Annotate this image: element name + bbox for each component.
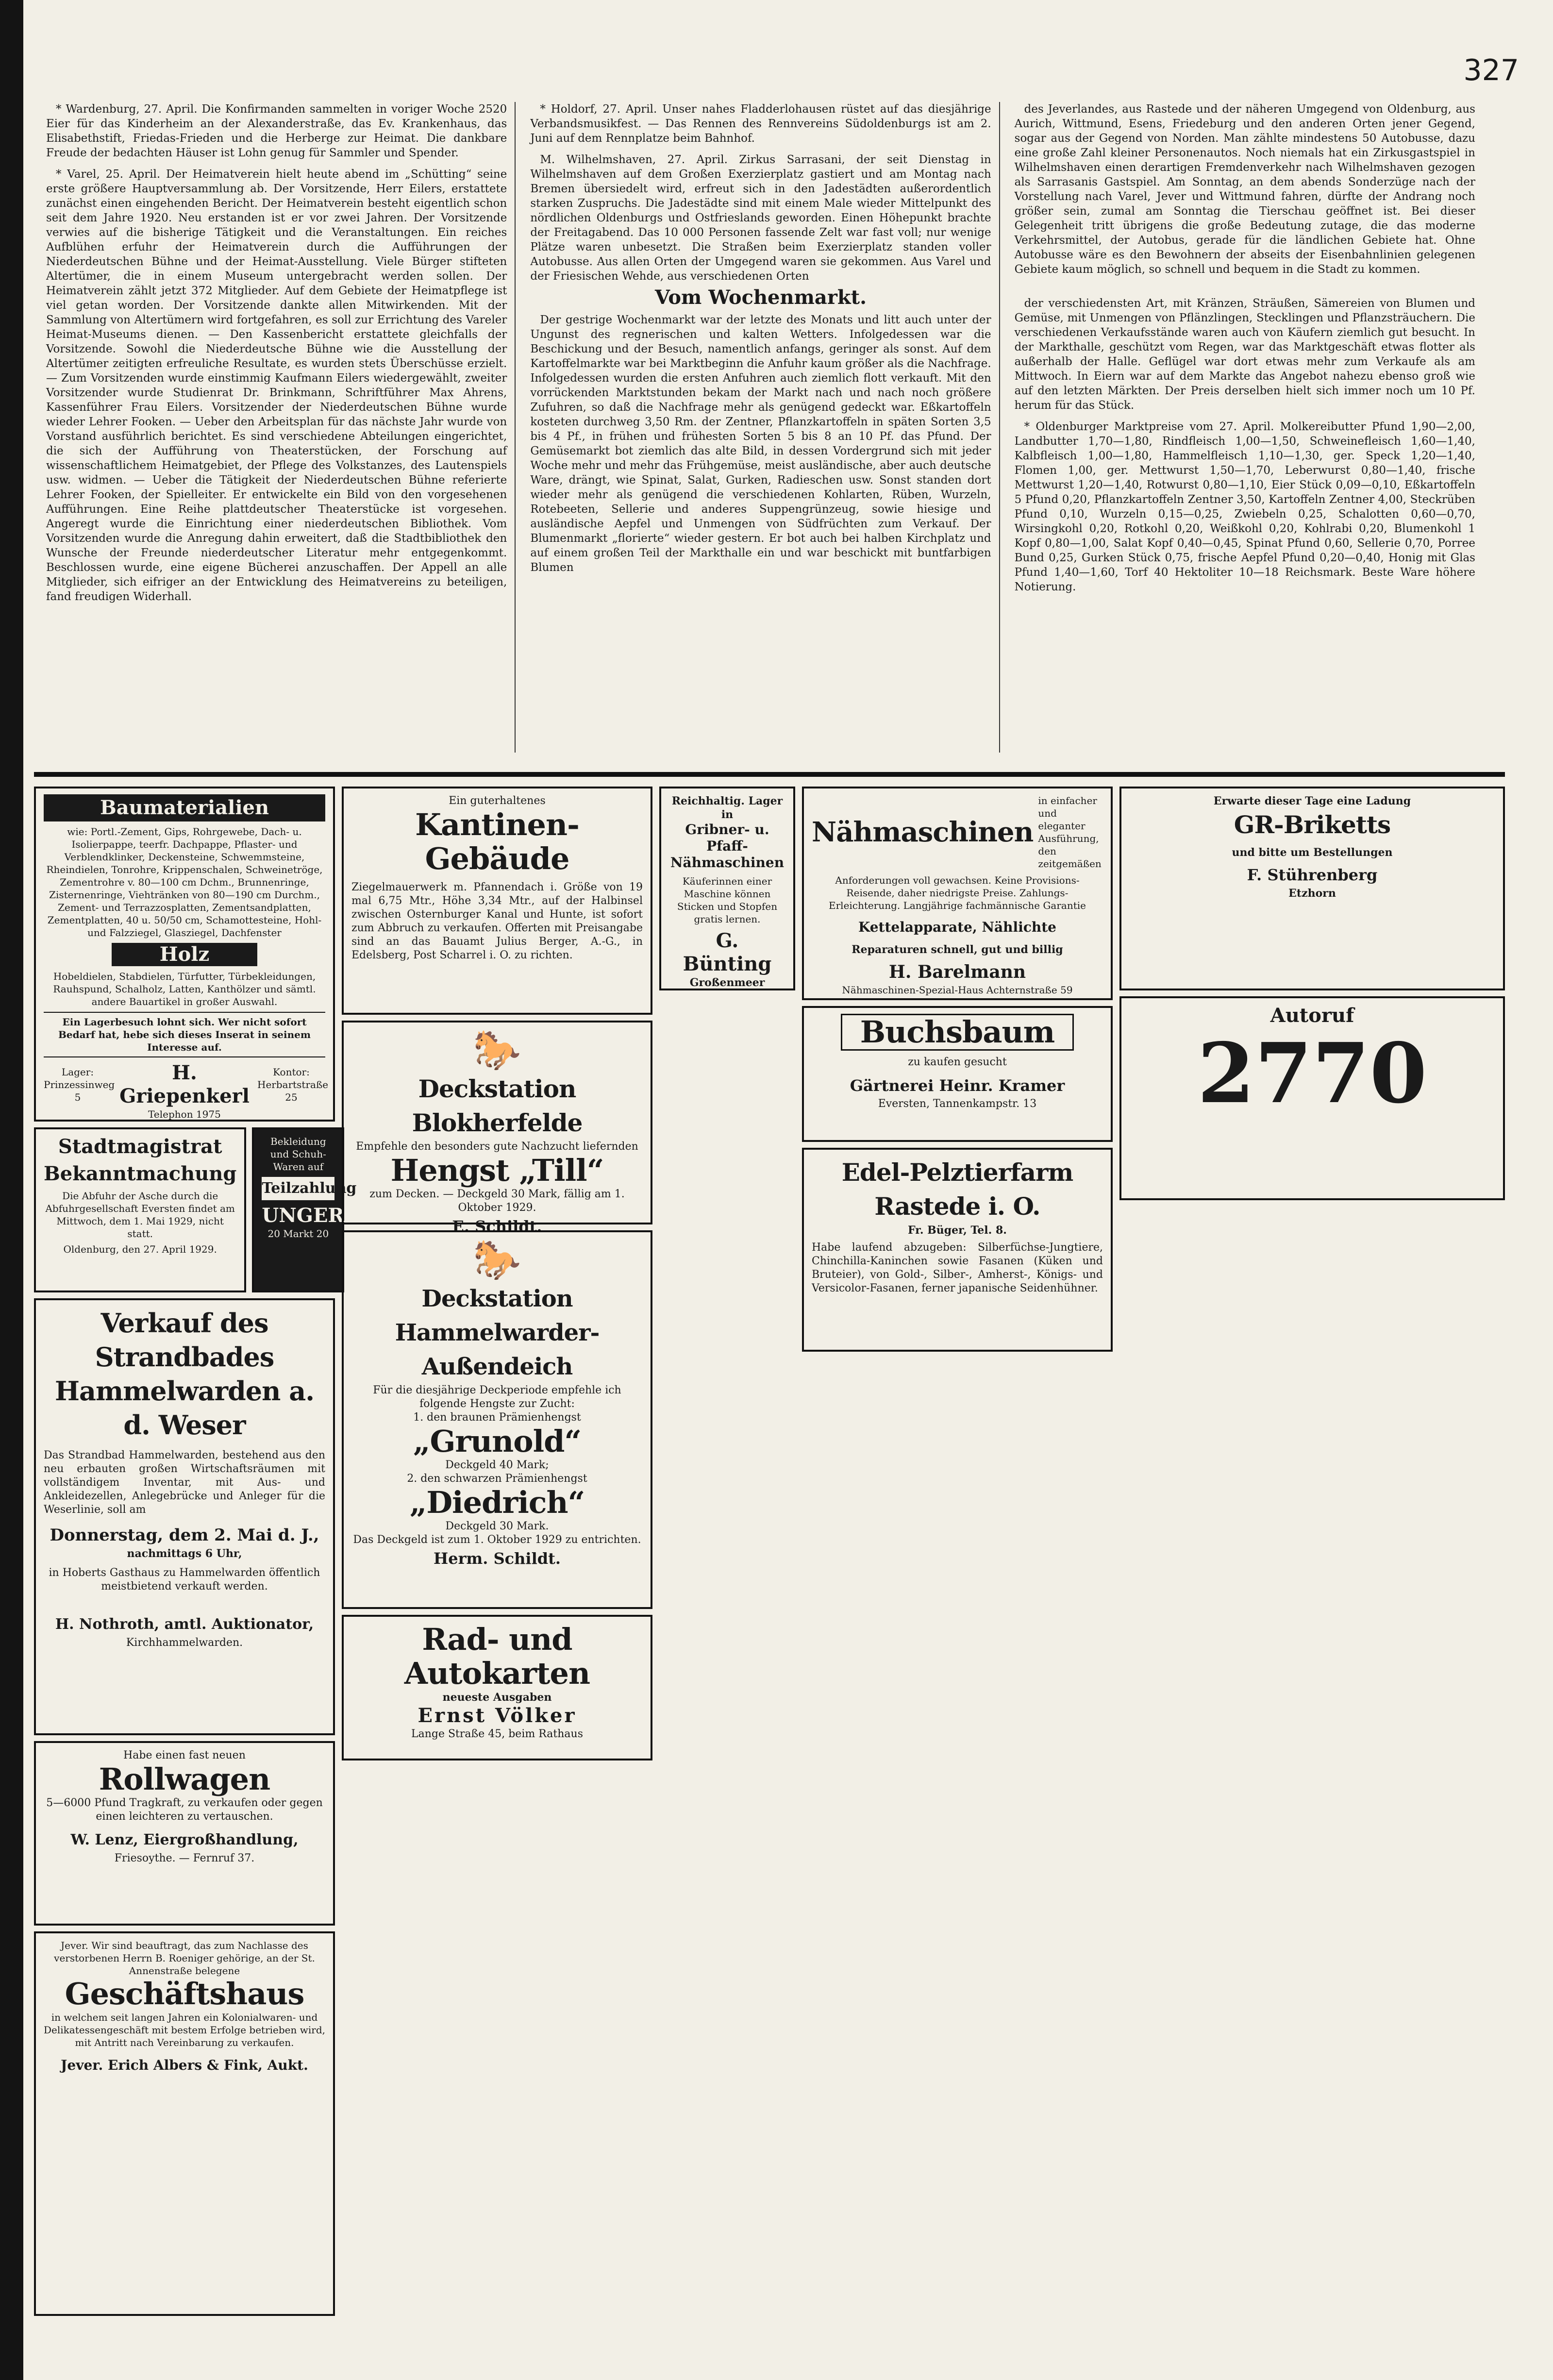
ad-row [34,1127,357,1292]
ad-l1: Bekleidung und Schuh-Waren auf [270,1136,326,1173]
ad-deckstation-hammelwarder [342,1230,652,1609]
ad-firm: F. Stührenberg [1247,866,1378,884]
ad-buchsbaum [802,1006,1113,1142]
news-column-2 [530,102,1000,753]
ad-firm: Herm. Schildt. [433,1549,561,1568]
ad-l3: UNGER [262,1204,344,1227]
ad-column-1 [34,787,357,2316]
article-wilhelmshaven-cont: des Jeverlandes, aus Rastede und der näheren Umgegend von Oldenburg, aus Aurich, Wittmund, Esens, Friedeburg und den anderen Orten jener Gegend, sogar aus der Gegend von Norden. Man zählte mindestens 50 Autobusse, dazu eine große Zahl kleiner Personenautos. Noch niemals hat ein Zirkusgastspiel in Wilhelmshaven einen derartigen Fremdenverkehr nach Wilhelmshaven gezogen als Sarrasanis Gastspiel. Am Sonntag, an dem abends Sonderzüge nach der Vorstellung nach Varel, Jever und Wittmund fahren, dürfte der Andrang noch größer sein, zumal am Sonntag die Tierschau geöffnet ist. Bei dieser Gelegenheit tritt übrigens die große Bedeutung zutage, die das moderne Verkehrsmittel, der Autobus, gerade für die ländlichen Gebiete hat. Ohne Autobusse wäre es den Bewohnern der abseits der Eisenbahnlinien gelegenen Gebiete kaum möglich, so schnell und bequem in die Stadt zu kommen. [1014,103,1475,276]
ad-title: Verkauf des Strandbades Hammelwarden a. d. Weser [54,1307,315,1441]
ad-subtitle: Bekanntmachung [44,1162,237,1185]
scan-edge [0,0,23,2380]
ad-h1: 1. den braunen Prämienhengst [413,1411,581,1424]
article-wochenmarkt: Der gestrige Wochenmarkt war der letzte des Monats und litt auch unter der Ungunst des regnerischen und kalten Wetters. Infolgedessen war die Beschickung und der Besuch, namentlich anfangs, geringer als sonst. Auf dem Kartoffelmarkte war bei Marktbeginn die Anfuhr kaum größer als die Nachfrage. Infolgedessen wurden die ersten Anfuhren auch ziemlich flott verkauft. Mit den vorrückenden Marktstunden bekam der Markt nach und nach noch größere Zufuhren, so daß die Nachfrage mehr als genügend gedeckt war. Eßkartoffeln kosteten durchweg 3,50 Rm. der Zentner, Pflanzkartoffeln in späten Sorten 3,5 bis 4 Pf., in frühen und frühesten Sorten 5 bis 8 an 10 Pf. das Pfund. Der Gemüsemarkt bot ziemlich das alte Bild, in dessen Vordergrund sich mit jeder Woche mehr und mehr das Frühgemüse, meist ausländische, aber auch deutsche Ware, drängt, wie Spinat, Salat, Gurken, Radieschen usw. Sonst standen dort wieder mehr als genügend die verschiedenen Kohlarten, Rüben, Wurzeln, Rotebeeten, Sellerie und anderes Suppengrünzeug, sowie hiesige und ausländische Aepfel und Unmengen von Südfrüchten zum Verkauf. Der Blumenmarkt „florierte“ wieder gestern. Er bot auch bei halben Kirchplatz und auf einem großen Teil der Markthalle ein und war beschickt mit buntfarbigen Blumen [530,314,991,574]
ad-number: 2770 [1197,1025,1427,1122]
ad-l2: Teilzahlung [262,1177,334,1200]
ad-phone: Telephon 1975 [148,1108,221,1120]
ad-title: Rad- und Autokarten [404,1622,590,1691]
ad-body: Habe laufend abzugeben: Silberfüchse-Jungtiere, Chinchilla-Kaninchen sowie Fasanen (Küken und Bruteier), von Gold-, Silber-, Amherst-, Königs- und Versicolor-Fasanen, ferner japanische Seidenhühner. [812,1241,1103,1294]
ad-body: 5—6000 Pfund Tragkraft, zu verkaufen oder gegen einen leichteren zu vertauschen. [46,1797,323,1823]
ad-title: Deckstation Hammelwarder-Außendeich [395,1285,600,1380]
ad-body: Für die diesjährige Deckperiode empfehle ich folgende Hengste zur Zucht: [373,1384,621,1410]
article-wardenburg: * Wardenburg, 27. April. Die Konfirmanden sammelten in voriger Woche 2520 Eier für das Kinderheim an der Alexanderstraße, das Ev. Krankenhaus, das Elisabethstift, Friedas-Frieden und die Herberge zur Heimat. Die dankbare Freude der bedachten Häuser ist Lohn genug für Sammler und Spender. [46,103,507,159]
ad-firm: E. Schildt. [452,1217,542,1236]
news-columns [46,102,1483,753]
ad-place: Etzhorn [1288,887,1336,900]
ad-body: Empfehle den besonders gute Nachzucht liefernden [356,1140,638,1153]
ad-note: Das Deckgeld ist zum 1. Oktober 1929 zu entrichten. [353,1534,641,1546]
ad-top: Habe einen fast neuen [123,1749,246,1761]
ad-address: Nähmaschinen-Spezial-Haus Achternstraße 59 [842,984,1073,996]
ad-place: Großenmeer [689,976,765,989]
ad-title: Buchsbaum [841,1014,1074,1051]
ad-subtitle: zu kaufen gesucht [908,1056,1007,1068]
ad-note: Ein Lagerbesuch lohnt sich. Wer nicht sofort Bedarf hat, hebe sich dieses Inserat in seinem Interesse auf. [44,1012,325,1057]
ad-column-2 [342,787,652,2316]
ad-column-4 [802,787,1113,2316]
article-wilhelmshaven: M. Wilhelmshaven, 27. April. Zirkus Sarrasani, der seit Dienstag in Wilhelmshaven auf dem Großen Exerzierplatz gastiert und am Montag nach Bremen übersiedelt wird, erfreut sich in den Jadestädten außerordentlich starken Zuspruchs. Die Jadestädte sind mit einem Male wieder Mittelpunkt des nördlichen Oldenburgs und Ostfrieslands geworden. Einen Höhepunkt brachte der Freitagabend. Das 10 000 Personen fassende Zelt war fast voll; nur wenige Plätze waren unbesetzt. Die Straßen beim Exerzierplatz standen voller Autobusse. Aus allen Orten der Umgegend waren sie gekommen. Aus Varel und der Friesischen Wehde, aus verschiedenen Orten [530,153,991,283]
ad-date: Oldenburg, den 27. April 1929. [63,1243,217,1255]
ad-pelztierfarm [802,1148,1113,1352]
horse-icon: 🐎 [473,1027,521,1073]
heading-wochenmarkt: Vom Wochenmarkt. [654,286,867,309]
article-holdorf: * Holdorf, 27. April. Unser nahes Fladderlohausen rüstet auf das diesjährige Verbandsmusikfest. — Das Rennen des Rennvereins Südoldenburgs ist am 2. Juni auf dem Rennplatze beim Bahnhof. [530,103,991,145]
section-divider [34,772,1505,777]
ad-title: Stadtmagistrat [58,1135,222,1158]
ad-top: Erwarte dieser Tage eine Ladung [1213,795,1411,807]
ad-firm: H. Barelmann [888,962,1026,982]
ad-footer [44,1061,329,1108]
ad-holz: Holz [112,943,257,966]
page-number: 327 [1463,53,1519,87]
ad-subtitle: Gribner- u. Pfaff-Nähmaschinen [670,821,785,871]
ad-firm: Ernst Völker [417,1704,577,1727]
ad-firm: G. Bünting [683,929,772,975]
ad-signature-place: Kirchhammelwarden. [126,1637,243,1649]
horse-icon: 🐎 [473,1237,521,1282]
ad-location: in Hoberts Gasthaus zu Hammelwarden öffentlich meistbietend verkauft werden. [49,1567,320,1592]
ad-hengst: Hengst „Till“ [390,1153,604,1188]
ad-terms: zum Decken. — Deckgeld 30 Mark, fällig am 1. Oktober 1929. [369,1188,625,1214]
ad-body: Ziegelmauerwerk m. Pfannendach i. Größe von 19 mal 6,75 Mtr., Höhe 3,34 Mtr., auf der Halbinsel zwischen Osternburger Kanal und Hunte, ist sofort zum Abbruch zu verkaufen. Offerten mit Preisangabe sind an das Bauamt Julius Berger, A.-G., in Edelsberg, Post Scharrel i. O. zu richten. [351,881,643,961]
ad-column-5 [1119,787,1505,2316]
ad-h2: 2. den schwarzen Prämienhengst [407,1473,587,1485]
ad-kantinen [342,787,652,1015]
ad-l4: 20 Markt 20 [267,1228,329,1240]
ad-autoruf [1119,996,1505,1200]
ad-top: Reichhaltig. Lager in [671,795,783,821]
ad-firm: Gärtnerei Heinr. Kramer [850,1076,1065,1095]
ad-unger [252,1127,357,1292]
ad-firm: H. Griepenkerl [119,1061,250,1107]
ad-subtitle: neueste Ausgaben [442,1691,552,1704]
ad-naehmaschinen [802,787,1113,1000]
ad-title: Kantinen-Gebäude [415,807,579,876]
ad-title: GR-Briketts [1234,810,1391,839]
ad-d1: Deckgeld 40 Mark; [445,1459,549,1471]
ad-holz-body: Hobeldielen, Stabdielen, Türfutter, Türbekleidungen, Rauhspund, Schalholz, Latten, Kanthölzer und sämtl. andere Bauartikel in großer Auswahl. [53,971,316,1007]
ad-title: Baumaterialien [44,794,325,821]
ad-repair: Reparaturen schnell, gut und billig [852,943,1063,956]
ad-baumaterialien [34,787,335,1122]
ad-body: Die Abfuhr der Asche durch die Abfuhrgesellschaft Eversten findet am Mittwoch, dem 1. Mai 1929, nicht statt. [45,1190,235,1240]
ad-rollwagen [34,1741,335,1926]
ad-body: wie: Portl.-Zement, Gips, Rohrgewebe, Dach- u. Isolierpappe, teerfr. Dachpappe, Pflaster- und Verblendklinker, Deckensteine, Schwemmsteine, Rheindielen, Tonrohre, Krippenschalen, Schweinetröge, Zementrohre v. 80—100 cm Dchm., Brunnenringe, Zisternenringe, Viehtränken von 80—190 cm Durchm., Zement- und Terrazzosplatten, Zementsandplatten, Zementplatten, 40 u. 50/50 cm, Schamottesteine, Hohl- und Falzziegel, Glasziegel, Dachfenster [46,826,323,939]
ad-kontor: Kontor: Herbartstraße 25 [257,1066,329,1103]
ad-d2: Deckgeld 30 Mark. [445,1520,549,1532]
ad-owner: Fr. Büger, Tel. 8. [908,1224,1007,1237]
ad-address: Eversten, Tannenkampstr. 13 [878,1098,1037,1110]
ad-title: Deckstation Blokherfelde [412,1074,583,1137]
advertisements [34,787,1505,2316]
ad-stadtmagistrat [34,1127,246,1292]
ad-title: Autoruf [1270,1004,1354,1027]
ad-subtitle: und bitte um Bestellungen [1232,846,1393,859]
ad-title: Edel-Pelztierfarm Rastede i. O. [841,1158,1073,1221]
ad-body: Käuferinnen einer Maschine können Sticken und Stopfen gratis lernen. [677,875,778,925]
ad-side: in einfacher und eleganter Ausführung, den zeitgemäßen [1038,795,1102,870]
ad-title: Nähmaschinen [812,816,1034,848]
ad-firm: W. Lenz, Eiergroßhandlung, [70,1831,299,1848]
ad-geschaeftshaus [34,1931,335,2316]
ad-lager: Lager: Prinzessinweg 5 [44,1066,115,1103]
ad-deckstation-blokherfelde [342,1021,652,1236]
ad-header [812,794,1103,870]
ad-autokarten [342,1615,652,1760]
ad-time: nachmittags 6 Uhr, [127,1547,242,1560]
ad-top: Ein guterhaltenes [449,795,546,807]
article-marktpreise: * Oldenburger Marktpreise vom 27. April. Molkereibutter Pfund 1,90—2,00, Landbutter 1,70—1,80, Rindfleisch 1,00—1,50, Schweinefleisch 1,60—1,40, Kalbfleisch 1,00—1,80, Hammelfleisch 1,10—1,30, ger. Speck 1,20—1,40, Flomen 1,00, ger. Mettwurst 1,50—1,70, Leberwurst 0,80—1,40, frische Mettwurst 1,20—1,40, Rotwurst 0,80—1,10, Eier Stück 0,09—0,10, Eßkartoffeln 5 Pfund 0,20, Pflanzkartoffeln Zentner 3,50, Kartoffeln Zentner 4,00, Steckrüben Pfund 0,10, Wurzeln 0,15—0,25, Zwiebeln 0,25, Schalotten 0,60—0,70, Wirsingkohl 0,20, Rotkohl 0,20, Weißkohl 0,20, Kohlrabi 0,20, Blumenkohl 1 Kopf 0,80—1,00, Salat Kopf 0,40—0,45, Spinat Pfund 0,60, Sellerie 0,70, Porree Bund 0,25, Gurken Stück 0,75, frische Aepfel Pfund 0,20—0,40, Honig mit Glas Pfund 1,40—1,60, Torf 40 Hektoliter 10—18 Reichsmark. Beste Ware höhere Notierung. [1014,420,1475,593]
ad-title: Rollwagen [99,1761,270,1797]
ad-buenting [659,787,795,990]
ad-n2: „Diedrich“ [409,1485,585,1520]
ad-body: Das Strandbad Hammelwarden, bestehend aus den neu erbauten großen Wirtschaftsräumen mit vollständigem Inventar, mit Aus- und Ankleidezellen, Anlegebrücke und Anleger für die Weserlinie, soll am [44,1449,325,1516]
ad-side2: Kettelapparate, Nählichte [858,919,1056,935]
ad-title: Geschäftshaus [65,1976,304,2011]
ad-firm: Jever. Erich Albers & Fink, Aukt. [61,2057,308,2073]
ad-top: Jever. Wir sind beauftragt, das zum Nachlasse des verstorbenen Herrn B. Roeniger gehörige, an der St. Annenstraße belegene [54,1940,315,1977]
ad-signature: H. Nothroth, amtl. Auktionator, [55,1616,314,1633]
ad-n1: „Grunold“ [413,1424,582,1459]
ad-place: Friesoythe. — Fernruf 37. [114,1852,255,1864]
news-column-1 [46,102,516,753]
ad-body: in welchem seit langen Jahren ein Kolonialwaren- und Delikatessengeschäft mit bestem Erfolge betrieben wird, mit Antritt nach Vereinbarung zu verkaufen. [44,2011,325,2048]
article-wochenmarkt-cont: der verschiedensten Art, mit Kränzen, Sträußen, Sämereien von Blumen und Gemüse, mit Unmengen von Pflänzlingen, Stecklingen und Pflanzsträuchern. Die verschiedenen Verkaufsstände waren auch von Käufern ziemlich gut besucht. In der Markthalle, geschützt vom Regen, war das Marktgeschäft etwas flotter als außerhalb der Halle. Geflügel war dort etwas mehr zum Verkaufe als am Mittwoch. In Eiern war auf dem Markte das Angebot nahezu ebenso groß wie auf den letzten Märkten. Der Preis derselben hielt sich immer noch um 10 Pf. herum für das Stück. [1014,297,1475,412]
ad-address: Lange Straße 45, beim Rathaus [411,1728,583,1740]
ad-column-3 [659,787,795,2316]
news-column-3 [1015,102,1483,753]
ad-strandbad [34,1298,335,1735]
ad-date: Donnerstag, dem 2. Mai d. J., [50,1525,319,1545]
ad-grbriketts [1119,787,1505,990]
ad-body: Anforderungen voll gewachsen. Keine Provisions-Reisende, daher niedrigste Preise. Zahlungs-Erleichterung. Langjährige fachmännische Garantie [829,874,1086,911]
article-varel: * Varel, 25. April. Der Heimatverein hielt heute abend im „Schütting“ seine erste größere Hauptversammlung ab. Der Vorsitzende, Herr Eilers, erstattete zunächst einen eingehenden Bericht. Der Heimatverein besteht eigentlich schon seit dem Jahre 1920. Neu erstanden ist er vor zwei Jahren. Der Vorsitzende verwies auf die bisherige Tätigkeit und die Veranstaltungen. Ein reiches Aufblühen erfuhr der Heimatverein durch die Aufführungen der Niederdeutschen Bühne und der Heimat-Ausstellung. Viele Bürger stifteten Altertümer, die in einem Museum untergebracht werden sollen. Der Heimatverein zählt jetzt 372 Mitglieder. Auf dem Gebiete der Heimatpflege ist viel getan worden. Der Vorsitzende dankte allen Mitwirkenden. Mit der Sammlung von Altertümern wird fortgefahren, es soll zur Errichtung des Vareler Heimat-Museums dienen. — Den Kassenbericht erstattete gleichfalls der Vorsitzende. Sowohl die Niederdeutsche Bühne wie die Ausstellung der Altertümer zeitigten erfreuliche Resultate, es wurden stets Überschüsse erzielt. — Zum Vorsitzenden wurde einstimmig Kaufmann Eilers wiedergewählt, zweiter Vorsitzender wurde Studienrat Dr. Brinkmann, Schriftführer Max Ahrens, Kassenführer Frau Eilers. Vorsitzender der Niederdeutschen Bühne wurde wieder Lehrer Fooken. — Ueber den Arbeitsplan für das nächste Jahr wurde von Vorstand ausführlich berichtet. Es sind verschiedene Abteilungen eingerichtet, die sich der Aufführung von Theaterstücken, der Forschung auf wissenschaftlichem Heimatgebiet, der Pflege des Volkstanzes, des Lautenspiels usw. widmen. — Ueber die Tätigkeit der Niederdeutschen Bühne referierte Lehrer Fooken, der Spielleiter. Er entwickelte ein Bild von den vorgesehenen Aufführungen. Eine Reihe plattdeutscher Theaterstücke ist vorgesehen. Angeregt wurde die Einrichtung einer niederdeutschen Bibliothek. Vom Vorsitzenden wurde die Anregung dahin erweitert, daß die Stadtbibliothek den Wunsche der Freunde niederdeutscher Literatur mehr entgegenkommt. Beschlossen wurde, eine eigene Bücherei anzuschaffen. Der Appell an alle Mitglieder, sich eifriger an der Entwicklung des Heimatvereins zu beteiligen, fand freudigen Widerhall. [46,168,507,603]
